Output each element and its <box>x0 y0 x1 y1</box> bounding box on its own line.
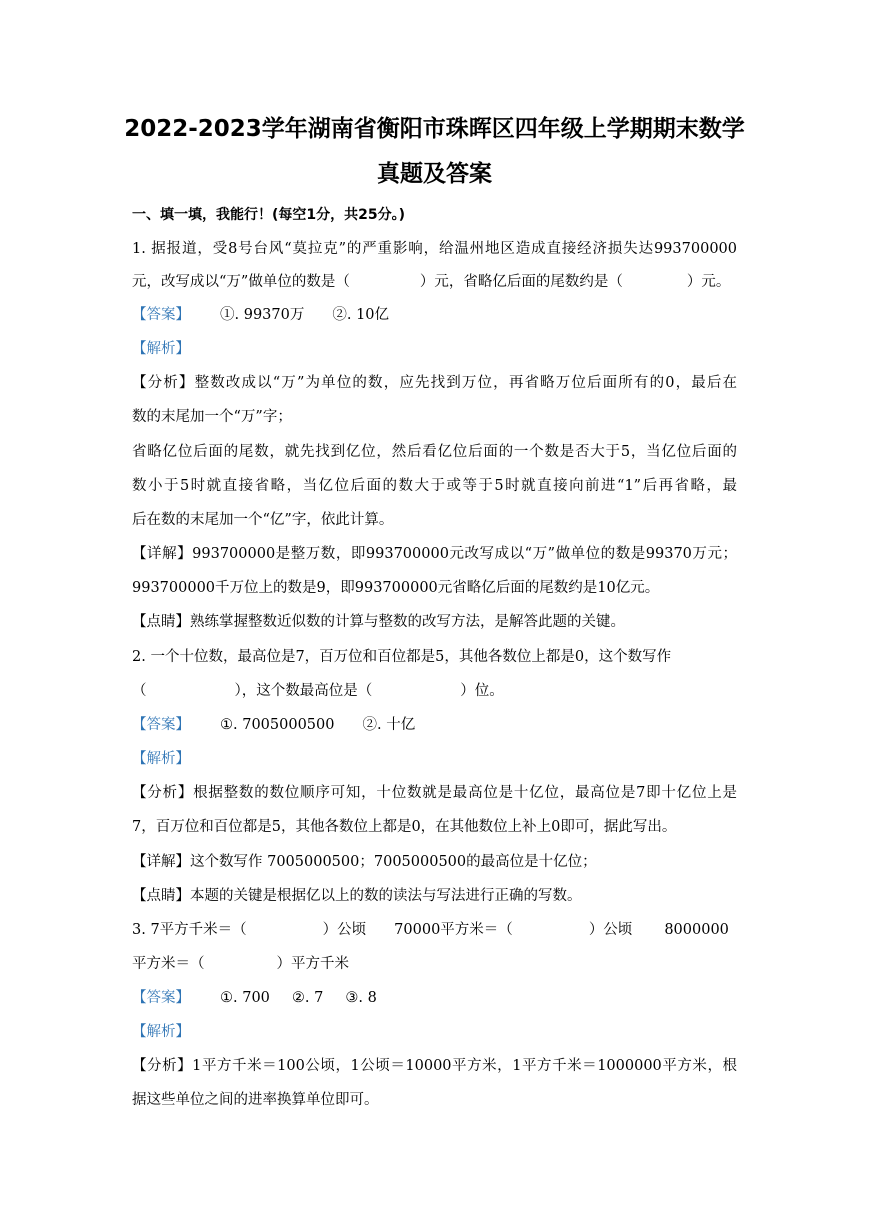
q3-stem-text-b: ）公顷 <box>322 922 367 938</box>
q3-answer-1: ①. 700 <box>220 990 270 1006</box>
q1-fenxi-line2: 数的末尾加一个“万”字； <box>132 409 292 425</box>
q3-stem-text-e: 8000000 <box>664 922 729 938</box>
q2-xiangjie <box>132 853 597 871</box>
q2-fenxi-line2: 7，百万位和百位都是5，其他各数位上都是0，在其他数位上补上0即可，据此写出。 <box>132 819 677 835</box>
xiangjie-tag: 【详解】 <box>132 854 190 870</box>
fenxi-tag: 【分析】 <box>132 375 195 391</box>
section-heading: 一、填一填，我能行！(每空1分，共25分。) <box>132 207 406 223</box>
q3-stem-text-d: ）公顷 <box>588 922 633 938</box>
q2-answer-2: ②. 十亿 <box>362 717 416 733</box>
q1-xiangjie-text1: 993700000是整万数，即993700000元改写成以“万”做单位的数是99370万元； <box>192 546 737 562</box>
q2-xiangjie-text: 这个数写作 7005000500；7005000500的最高位是十亿位； <box>190 854 597 870</box>
q2-fenxi-text1: 根据整数的数位顺序可知，十位数就是最高位是十亿位，最高位是7即十亿位上是 <box>193 785 737 801</box>
answer-tag: 【答案】 <box>132 717 190 733</box>
q2-answer-1: ①. 7005000500 <box>220 717 335 733</box>
q1-answer-2: ②. 10亿 <box>332 307 390 323</box>
q3-fenxi-line2: 据这些单位之间的进率换算单位即可。 <box>132 1092 379 1108</box>
q1-dianjing-text: 熟练掌握整数近似数的计算与整数的改写方法，是解答此题的关键。 <box>190 614 625 630</box>
answer-tag: 【答案】 <box>132 307 190 323</box>
q1-answer <box>132 306 389 324</box>
q3-stem-line2 <box>132 955 349 973</box>
q3-stem-text-f: 平方米＝（ <box>132 956 205 972</box>
q1-xiangjie-line2: 993700000千万位上的数是9，即993700000元省略亿后面的尾数约是10亿元。 <box>132 580 660 596</box>
doc-title-line1: 2022-2023学年湖南省衡阳市珠晖区四年级上学期期末数学 <box>124 116 745 142</box>
q1-fenxi-line4: 数小于5时就直接省略，当亿位后面的数大于或等于5时就直接向前进“1”后再省略，最 <box>132 478 737 494</box>
q3-stem-line1 <box>132 921 729 939</box>
q3-fenxi-text1: 1平方千米＝100公顷，1公顷＝10000平方米，1平方千米＝1000000平方米，根 <box>192 1058 737 1074</box>
q3-stem-text-c: 70000平方米＝（ <box>394 922 513 938</box>
q1-fenxi-line1 <box>132 374 737 392</box>
q2-dianjing-text: 本题的关键是根据亿以上的数的读法与写法进行正确的写数。 <box>190 888 582 904</box>
q1-stem-text-a: 元，改写成以“万”做单位的数是（ <box>132 274 350 290</box>
q2-analysis-tag: 【解析】 <box>132 751 190 767</box>
q1-dianjing <box>132 613 625 631</box>
q1-analysis-tag: 【解析】 <box>132 341 190 357</box>
q2-fenxi-line1 <box>132 784 737 802</box>
q3-answer <box>132 989 377 1007</box>
q1-answer-1: ①. 99370万 <box>220 307 305 323</box>
q1-fenxi-text1: 整数改成以“万”为单位的数，应先找到万位，再省略万位后面所有的0，最后在 <box>194 375 737 391</box>
q1-fenxi-line5: 后在数的末尾加一个“亿”字，依此计算。 <box>132 512 394 528</box>
dianjing-tag: 【点睛】 <box>132 888 190 904</box>
q1-stem-line2 <box>132 273 730 291</box>
q3-stem-text-g: ）平方千米 <box>276 956 349 972</box>
q2-stem-text-a: （ <box>132 683 147 699</box>
answer-tag: 【答案】 <box>132 990 190 1006</box>
q3-answer-3: ③. 8 <box>345 990 377 1006</box>
xiangjie-tag: 【详解】 <box>132 546 193 562</box>
q3-fenxi-line1 <box>132 1057 737 1075</box>
q2-stem-text-c: ）位。 <box>460 683 504 699</box>
q1-fenxi-line3: 省略亿位后面的尾数，就先找到亿位，然后看亿位后面的一个数是否大于5，当亿位后面的 <box>132 444 737 460</box>
q2-answer <box>132 716 415 734</box>
q2-stem-line1: 2. 一个十位数，最高位是7，百万位和百位都是5，其他各数位上都是0，这个数写作 <box>132 649 672 665</box>
q3-stem-text-a: 3. 7平方千米＝（ <box>132 922 247 938</box>
q1-stem-text-c: ）元。 <box>686 274 731 290</box>
q2-stem-line2 <box>132 682 504 700</box>
q1-xiangjie-line1 <box>132 545 737 563</box>
q2-dianjing <box>132 887 582 905</box>
dianjing-tag: 【点睛】 <box>132 614 190 630</box>
q1-stem-text-b: ）元，省略亿后面的尾数约是（ <box>419 274 623 290</box>
doc-title-line2: 真题及答案 <box>377 161 492 187</box>
q1-stem-line1: 1. 据报道，受8号台风“莫拉克”的严重影响，给温州地区造成直接经济损失达993700000 <box>132 241 737 257</box>
q3-answer-2: ②. 7 <box>291 990 324 1006</box>
q2-stem-text-b: ），这个数最高位是（ <box>234 683 373 699</box>
fenxi-tag: 【分析】 <box>132 785 194 801</box>
fenxi-tag: 【分析】 <box>132 1058 193 1074</box>
q3-analysis-tag: 【解析】 <box>132 1024 190 1040</box>
